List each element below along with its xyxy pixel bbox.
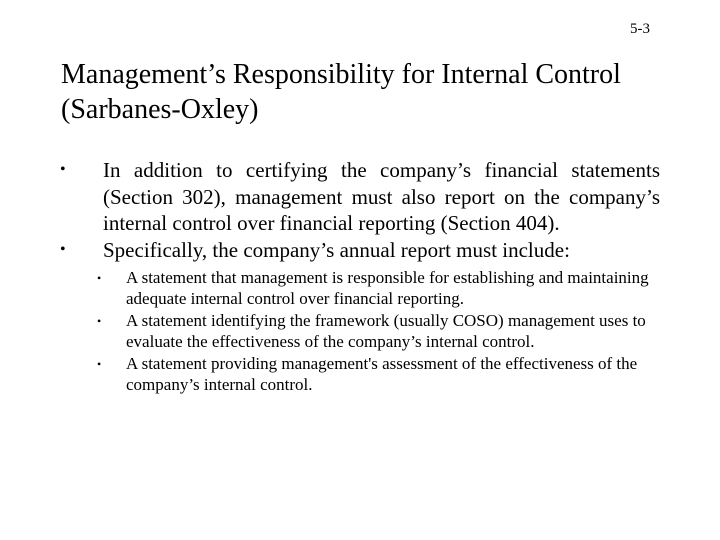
bullet-item [60, 237, 660, 396]
sub-bullet-text: A statement that management is responsible for establishing and maintaining adequate internal control over financial reporting. [126, 268, 649, 308]
sub-bullet-item [97, 268, 660, 309]
bullet-glyph: • [60, 240, 66, 258]
sub-bullet-glyph: • [97, 314, 102, 328]
sub-bullet-list [97, 268, 660, 395]
slide-number: 5-3 [630, 21, 650, 37]
bullet-glyph: • [60, 161, 66, 178]
sub-bullet-glyph: • [97, 271, 102, 285]
bullet-list [60, 157, 660, 395]
sub-bullet-text: A statement providing management's assessment of the effectiveness of the company’s internal control. [126, 354, 638, 394]
bullet-item [60, 157, 660, 237]
slide-title: Management’s Responsibility for Internal Control (Sarbanes-Oxley) [61, 59, 621, 125]
sub-bullet-item [97, 311, 660, 352]
sub-bullet-glyph: • [97, 357, 102, 371]
bullet-text: In addition to certifying the company’s financial statements (Section 302), management must also report on the company’s internal control over financial reporting (Section 404). [103, 158, 660, 235]
sub-bullet-item [97, 354, 660, 395]
bullet-text: Specifically, the company’s annual report must include: [103, 237, 570, 262]
sub-bullet-text: A statement identifying the framework (usually COSO) management uses to evaluate the effectiveness of the company’s internal control. [126, 311, 646, 351]
